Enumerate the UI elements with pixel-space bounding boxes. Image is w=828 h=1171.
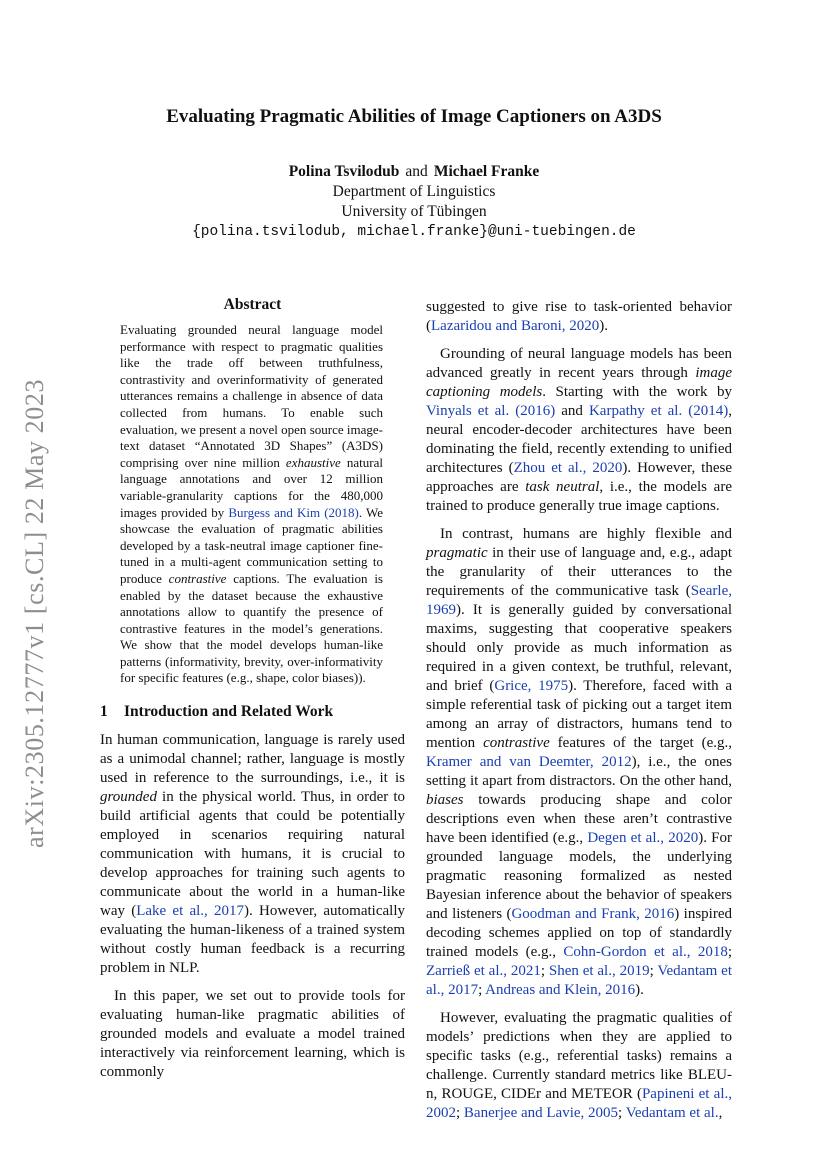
- author-names: [100, 162, 728, 182]
- body-text: towards producing shape and color descriptions even when these aren’t contrastive have been identified (e.g.,: [426, 792, 732, 846]
- intro-paragraph-1: [100, 731, 405, 978]
- right-paragraph-3: [426, 525, 732, 1000]
- body-text: ;: [727, 944, 732, 960]
- abstract-emphasis: exhaustive: [285, 454, 341, 470]
- body-text: suggested to give rise to task-oriented behavior (: [426, 299, 732, 334]
- body-text: ). It is generally guided by conversational maxims, suggesting that cooperative speakers should only provide as much information as required in a given context, be truthful, relevant, and brief (: [426, 602, 732, 694]
- body-text: in the physical world. Thus, in order to build artificial agents that could be potentially employed in scenarios requiring natural communication with humans, it is crucial to develop approaches for training such agents to communicate about the world in a human-like way (: [100, 789, 405, 920]
- body-text: ;: [456, 1105, 464, 1121]
- right-paragraph-2: [426, 345, 732, 516]
- citation-link[interactable]: Lazaridou and Baroni, 2020: [431, 318, 600, 334]
- citation-link[interactable]: Grice, 1975: [494, 678, 569, 694]
- body-emphasis: pragmatic: [426, 545, 488, 561]
- author-2: Michael Franke: [433, 163, 540, 180]
- abstract-text: . We showcase the evaluation of pragmatic abilities developed by a task-neutral image captioner fine-tuned in a multi-agent communication setting to produce: [120, 504, 383, 586]
- body-text: ). However, automatically evaluating the human-likeness of a trained system without costly human feedback is a recurring problem in NLP.: [100, 903, 405, 977]
- body-text: ).: [599, 318, 609, 334]
- section-title: Introduction and Related Work: [124, 703, 334, 721]
- body-emphasis: task neutral: [525, 479, 600, 495]
- intro-paragraph-2: In this paper, we set out to provide tools for evaluating human-like pragmatic abilities of grounded models and evaluate a model trained interactively via reinforcement learning, which is commonly: [100, 988, 405, 1081]
- body-emphasis: biases: [426, 792, 464, 808]
- body-text: ;: [618, 1105, 626, 1121]
- section-number: 1: [100, 703, 108, 721]
- arxiv-id-text: arXiv:2305.12777v1 [cs.CL] 22 May 2023: [20, 378, 49, 848]
- citation-link[interactable]: Shen et al., 2019: [548, 963, 650, 979]
- author-university: University of Tübingen: [341, 203, 487, 220]
- abstract-text: natural language annotations and over 12 million variable-granularity captions for the 480,000 images provided by: [120, 454, 383, 520]
- right-paragraph-4: [426, 1009, 732, 1123]
- body-text: ;: [649, 963, 658, 979]
- author-email: {polina.tsvilodub, michael.franke}@uni-tuebingen.de: [192, 224, 636, 240]
- section-heading: [100, 703, 405, 721]
- author-1: Polina Tsvilodub: [288, 163, 400, 180]
- citation-link[interactable]: Karpathy et al. (2014): [588, 403, 729, 419]
- body-emphasis: image captioning models: [426, 365, 732, 400]
- citation-link[interactable]: Banerjee and Lavie, 2005: [463, 1105, 619, 1121]
- citation-link[interactable]: Zarrieß et al., 2021: [426, 963, 541, 979]
- body-text: . Starting with the work by: [542, 384, 732, 400]
- paper-title: Evaluating Pragmatic Abilities of Image Captioners on A3DS: [166, 106, 662, 127]
- body-text: , neural encoder-decoder architectures have been dominating the field, recently extending to unified architectures (: [426, 403, 732, 476]
- citation-link[interactable]: Vedantam et al., 2017: [426, 963, 732, 998]
- body-text: ). Therefore, faced with a simple referential task of picking out a target item among an array of distractors, humans tend to mention: [426, 678, 733, 751]
- author-conjunction: and: [405, 163, 428, 180]
- citation-link[interactable]: Degen et al., 2020: [587, 830, 699, 846]
- body-emphasis: grounded: [100, 789, 157, 806]
- citation-link[interactable]: Andreas and Klein, 2016: [485, 982, 636, 998]
- citation-link[interactable]: Zhou et al., 2020: [513, 460, 623, 476]
- citation-link[interactable]: Burgess and Kim (2018): [228, 504, 359, 520]
- body-text: , i.e., the models are trained to produce generally true image captions.: [426, 479, 732, 514]
- author-department: Department of Linguistics: [332, 183, 496, 200]
- body-text: ). However, these approaches are: [426, 460, 732, 495]
- body-text: Grounding of neural language models has been advanced greatly in recent years through: [426, 346, 732, 381]
- body-text: In contrast, humans are highly flexible and: [440, 526, 732, 542]
- body-text: ).: [635, 982, 644, 998]
- citation-link[interactable]: Lake et al., 2017: [136, 903, 245, 920]
- abstract-text: Evaluating grounded neural language model performance with respect to pragmatic qualities like the trade off between truthfulness, contrastivity and overinformativity of generated utterances remains a challenge in absence of data collected from humans. To enable such evaluation, we present a novel open source image-text dataset “Annotated 3D Shapes” (A3DS) comprising over nine million: [120, 322, 383, 470]
- abstract-body: [120, 322, 383, 687]
- author-block: [100, 162, 728, 242]
- citation-link[interactable]: Kramer and van Deemter, 2012: [426, 754, 632, 770]
- body-text: ), i.e., the ones setting it apart from distractors. On the other hand,: [426, 754, 732, 789]
- citation-link[interactable]: Cohn-Gordon et al., 2018: [563, 944, 728, 960]
- citation-link[interactable]: Papineni et al., 2002: [426, 1086, 732, 1121]
- body-text: ;: [478, 982, 486, 998]
- body-text: and: [555, 403, 589, 419]
- citation-link[interactable]: Vinyals et al. (2016): [426, 403, 556, 419]
- abstract-emphasis: contrastive: [168, 570, 227, 586]
- abstract-heading: Abstract: [223, 296, 282, 313]
- left-column: [100, 296, 405, 1082]
- body-text: ;: [540, 963, 549, 979]
- body-emphasis: contrastive: [483, 735, 550, 751]
- body-text: In human communication, language is rarely used as a unimodal channel; rather, language is mostly used in reference to the surroundings, i.e., it is: [100, 732, 405, 787]
- body-text: ). For grounded language models, the underlying pragmatic reasoning formalized as nested Bayesian inference about the behavior of speakers and listeners (: [426, 830, 732, 922]
- body-text: However, evaluating the pragmatic qualities of models’ predictions when they are applied to specific tasks (e.g., referential tasks) remains a challenge. Currently standard metrics like BLEU-n, ROUGE, CIDEr and METEOR (: [426, 1010, 732, 1102]
- body-text: in their use of language and, e.g., adapt the granularity of their utterances to the requirements of the communicative task (: [426, 545, 732, 599]
- citation-link[interactable]: Vedantam et al.: [625, 1105, 719, 1121]
- abstract-text: captions. The evaluation is enabled by the dataset because the exhaustive annotations allow to quantify the presence of contrastive features in the model’s generations. We show that the model develops human-like patterns (informativity, brevity, over-informativity for specific features (e.g., shape, color biases)).: [120, 570, 383, 686]
- body-text: features of the target (e.g.,: [549, 735, 732, 751]
- right-paragraph-1: [426, 298, 732, 336]
- body-text: ) inspired decoding schemes applied on top of standardly trained models (e.g.,: [426, 906, 732, 960]
- body-text: ,: [718, 1105, 723, 1121]
- right-column: [426, 298, 732, 1123]
- citation-link[interactable]: Searle, 1969: [426, 583, 732, 618]
- citation-link[interactable]: Goodman and Frank, 2016: [511, 906, 675, 922]
